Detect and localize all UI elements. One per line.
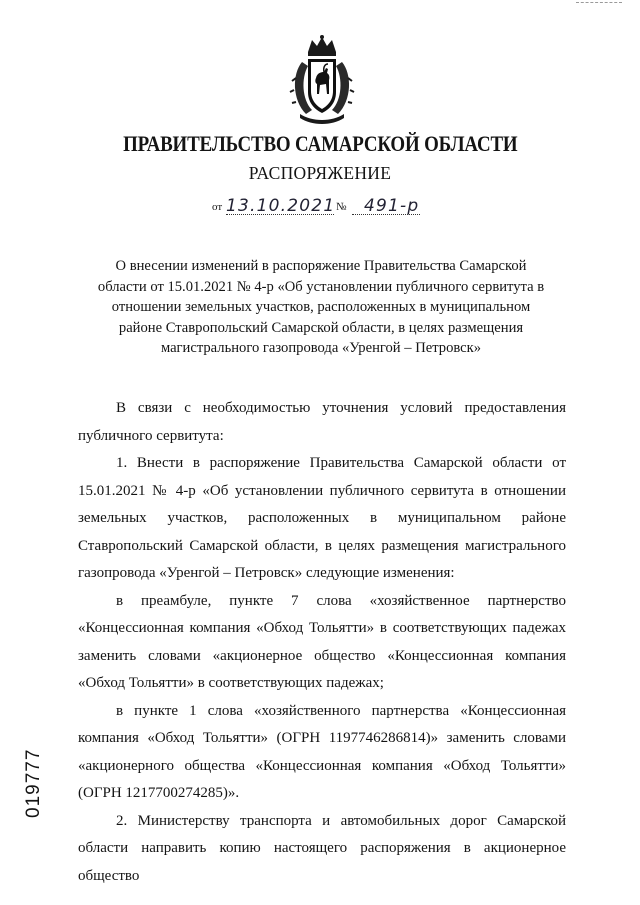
body-paragraph: в преамбуле, пункте 7 слова «хозяйственное партнерство «Концессионная компания «Обход Тольятти» в соответствующих падежах заменить словами «акционерное общество «Концессионная компания «Обход Тольятти» в соответствующих падежах; [78,592,566,691]
date-prefix: от [212,201,223,213]
body-paragraph: в пункте 1 слова «хозяйственного партнерства «Концессионная компания «Обход Тольятти» (ОГРН 1197746286814)» заменить словами «акционерного общества «Концессионная компания «Обход Тольятти» (ОГРН 1217700274285)». [78,702,566,801]
body-paragraph: В связи с необходимостью уточнения условий предоставления публичного сервитута: [78,400,566,444]
body-paragraph: 1. Внести в распоряжение Правительства Самарской области от 15.01.2021 № 4-р «Об установлении публичного сервитута в отношении земельных участков, расположенных в муниципальном районе Ставропольский Самарской области, в целях размещения магистрального газопровода «Уренгой – Петровск» следующие изменения: [78,455,566,581]
body-paragraph: 2. Министерству транспорта и автомобильных дорог Самарской области направить копию настоящего распоряжения в акционерное общество [78,812,566,884]
scan-edge-mark [576,2,622,3]
date-value: 13.10.2021 [226,196,336,216]
date-underline [226,214,334,215]
number-value: 491-р [364,196,420,216]
coat-of-arms-icon [286,34,358,126]
document-body [78,395,566,890]
number-prefix: № [336,201,347,213]
organization-title: ПРАВИТЕЛЬСТВО САМАРСКОЙ ОБЛАСТИ [123,131,518,156]
date-number-line [212,191,452,221]
document-subject: О внесении изменений в распоряжение Правительства Самарской области от 15.01.2021 № 4-р «Об установлении публичного сервитута в отношении земельных участков, расположенных в муниципальном районе Ставропольский Самарской области, в целях размещения магистрального газопровода «Уренгой – Петровск» [97,258,545,356]
margin-serial-number: 019777 [23,748,44,818]
document-type: РАСПОРЯЖЕНИЕ [248,163,392,183]
number-underline [352,214,420,215]
